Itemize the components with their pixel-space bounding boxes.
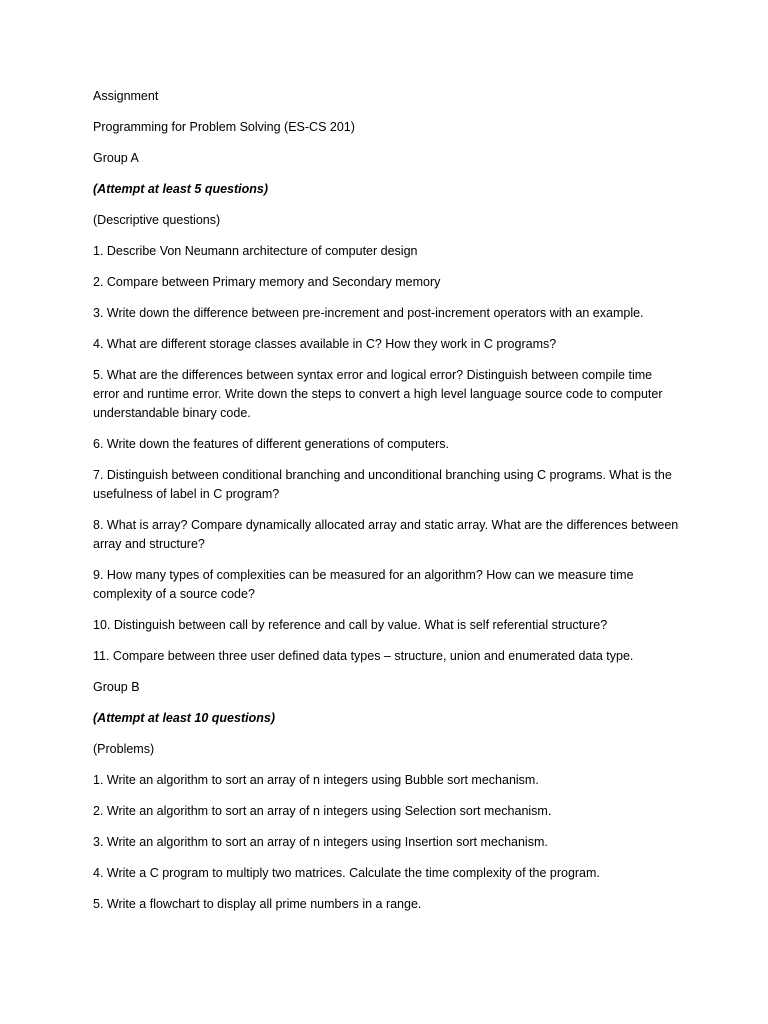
- question-b1: 1. Write an algorithm to sort an array of n integers using Bubble sort mechanism.: [93, 773, 539, 787]
- group-b-type: (Problems): [93, 742, 155, 756]
- group-a-instruction: (Attempt at least 5 questions): [93, 182, 269, 196]
- group-a-type: (Descriptive questions): [93, 213, 221, 227]
- question-a5: 5. What are the differences between syntax error and logical error? Distinguish between compile time error and runtime error. Write down the steps to convert a high level language source code to computer understandable binary code.: [93, 368, 663, 420]
- question-b2: 2. Write an algorithm to sort an array of n integers using Selection sort mechanism.: [93, 804, 552, 818]
- question-a4: 4. What are different storage classes available in C? How they work in C programs?: [93, 337, 557, 351]
- question-a8: 8. What is array? Compare dynamically allocated array and static array. What are the differences between array and structure?: [93, 518, 679, 551]
- question-a10: 10. Distinguish between call by reference and call by value. What is self referential structure?: [93, 618, 608, 632]
- question-a11: 11. Compare between three user defined data types – structure, union and enumerated data type.: [93, 649, 634, 663]
- document-body: [93, 87, 693, 926]
- group-a-title: Group A: [93, 151, 139, 165]
- document-heading: Assignment: [93, 89, 159, 103]
- group-b-title: Group B: [93, 680, 140, 694]
- question-a6: 6. Write down the features of different generations of computers.: [93, 437, 449, 451]
- question-b5: 5. Write a flowchart to display all prime numbers in a range.: [93, 897, 422, 911]
- question-b4: 4. Write a C program to multiply two matrices. Calculate the time complexity of the program.: [93, 866, 600, 880]
- course-title: Programming for Problem Solving (ES-CS 201): [93, 120, 355, 134]
- group-b-instruction: (Attempt at least 10 questions): [93, 711, 275, 725]
- question-a2: 2. Compare between Primary memory and Secondary memory: [93, 275, 441, 289]
- question-a1: 1. Describe Von Neumann architecture of computer design: [93, 244, 418, 258]
- question-a7: 7. Distinguish between conditional branching and unconditional branching using C programs. What is the usefulness of label in C program?: [93, 468, 672, 501]
- question-a9: 9. How many types of complexities can be measured for an algorithm? How can we measure time complexity of a source code?: [93, 568, 634, 601]
- question-a3: 3. Write down the difference between pre-increment and post-increment operators with an example.: [93, 306, 644, 320]
- question-b3: 3. Write an algorithm to sort an array of n integers using Insertion sort mechanism.: [93, 835, 548, 849]
